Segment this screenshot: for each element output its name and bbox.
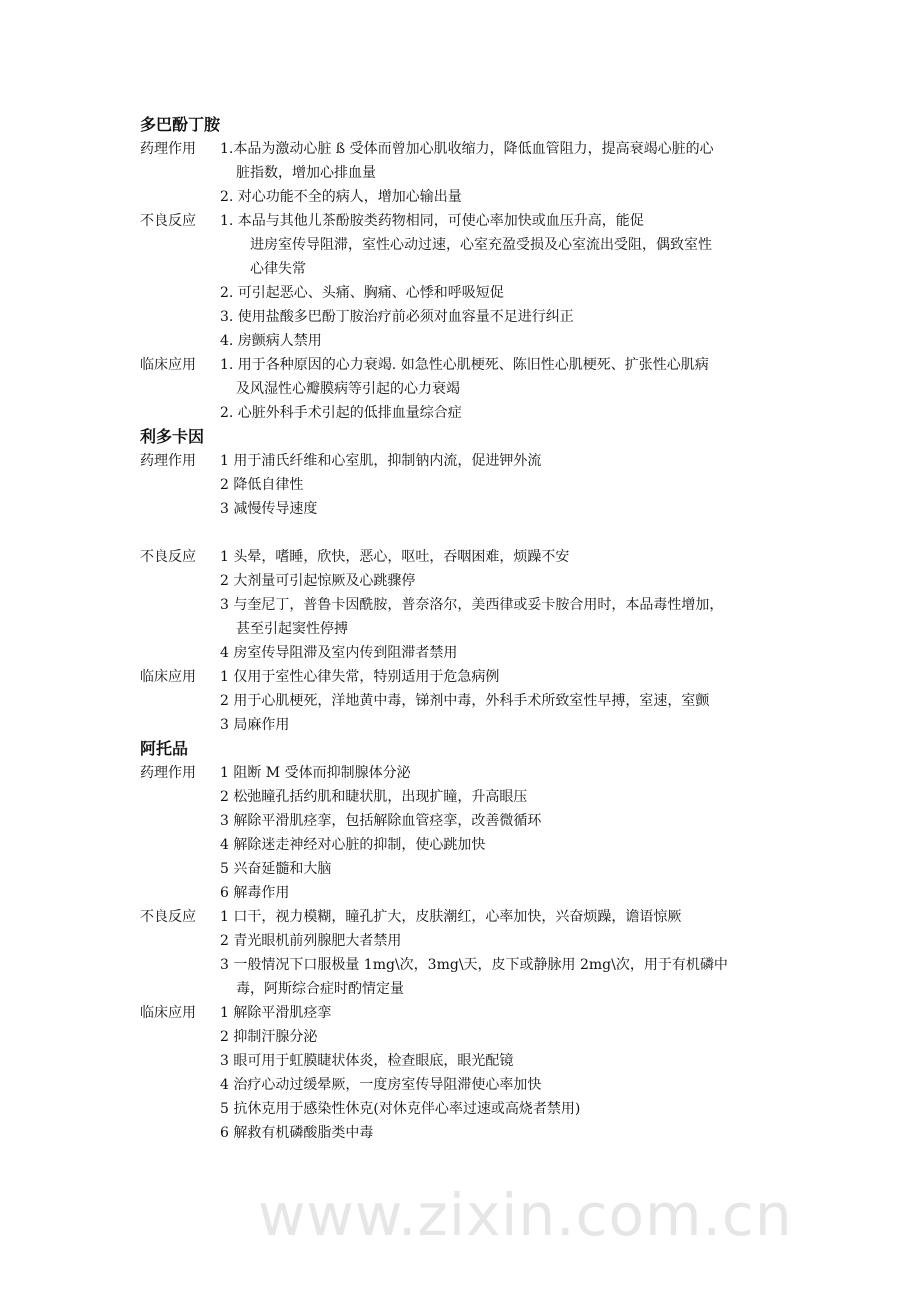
- item-text: 2. 对心功能不全的病人，增加心输出量: [220, 189, 462, 205]
- item-text: 2 降低自律性: [220, 477, 304, 493]
- list-item: [140, 857, 800, 881]
- category-label: 临床应用: [140, 357, 196, 373]
- category-label: 不良反应: [140, 909, 196, 925]
- category-label: 药理作用: [140, 141, 196, 157]
- list-item: [140, 881, 800, 905]
- item-text: 1.本品为激动心脏 ß 受体而曾加心肌收缩力，降低血管阻力，提高衰竭心脏的心: [220, 141, 714, 157]
- item-text: 3 减慢传导速度: [220, 501, 318, 517]
- category-label: 不良反应: [140, 549, 196, 565]
- list-item: [140, 713, 800, 737]
- list-item: [140, 593, 800, 617]
- list-item: [140, 905, 800, 929]
- item-text: 2. 可引起恶心、头痛、胸痛、心悸和呼吸短促: [220, 285, 504, 301]
- list-item: [140, 161, 800, 185]
- item-text: 3 一般情况下口服极量 1mg\次，3mg\天，皮下或静脉用 2mg\次，用于有机磷中: [220, 957, 728, 973]
- list-item: [140, 1073, 800, 1097]
- list-item: [140, 1121, 800, 1145]
- item-text: 1 阻断 M 受体而抑制腺体分泌: [220, 765, 411, 781]
- list-item: [140, 449, 800, 473]
- list-item: [140, 353, 800, 377]
- item-text: 心律失常: [250, 261, 306, 277]
- list-item: [140, 1049, 800, 1073]
- document-body: [140, 113, 800, 1145]
- list-item: [140, 545, 800, 569]
- item-text: 3. 使用盐酸多巴酚丁胺治疗前必须对血容量不足进行纠正: [220, 309, 574, 325]
- list-item: [140, 1097, 800, 1121]
- list-item: [140, 929, 800, 953]
- item-text: 2 抑制汗腺分泌: [220, 1029, 318, 1045]
- list-item: [140, 1001, 800, 1025]
- item-text: 4 房室传导阻滞及室内传到阻滞者禁用: [220, 645, 458, 661]
- item-text: 1 仅用于室性心律失常，特别适用于危急病例: [220, 669, 500, 685]
- list-item: [140, 257, 800, 281]
- item-text: 2 用于心肌梗死，洋地黄中毒，锑剂中毒，外科手术所致室性早搏，室速，室颤: [220, 693, 710, 709]
- list-item: [140, 665, 800, 689]
- item-text: 6 解救有机磷酸脂类中毒: [220, 1125, 374, 1141]
- drug-section: [140, 113, 800, 425]
- list-item: [140, 617, 800, 641]
- category-label: 不良反应: [140, 213, 196, 229]
- category-label: 药理作用: [140, 765, 196, 781]
- item-text: 3 与奎尼丁，普鲁卡因酰胺，普奈洛尔，美西律或妥卡胺合用时，本品毒性增加，: [220, 597, 724, 613]
- item-text: 4 解除迷走神经对心脏的抑制，使心跳加快: [220, 837, 486, 853]
- list-item: [140, 689, 800, 713]
- list-item: [140, 305, 800, 329]
- list-item: [140, 185, 800, 209]
- item-text: 4. 房颤病人禁用: [220, 333, 322, 349]
- item-text: 1. 本品与其他儿茶酚胺类药物相同，可使心率加快或血压升高，能促: [220, 213, 644, 229]
- watermark: www.zixin.com.cn: [258, 1181, 793, 1249]
- drug-title: 阿托品: [140, 739, 189, 758]
- list-item: [140, 233, 800, 257]
- list-item: [140, 809, 800, 833]
- list-item: [140, 497, 800, 521]
- item-text: 2 青光眼机前列腺肥大者禁用: [220, 933, 402, 949]
- category-label: 药理作用: [140, 453, 196, 469]
- category-label: 临床应用: [140, 1005, 196, 1021]
- item-text: 1 口干，视力模糊，瞳孔扩大，皮肤潮红，心率加快，兴奋烦躁，谵语惊厥: [220, 909, 682, 925]
- item-text: 脏指数，增加心排血量: [236, 165, 376, 181]
- item-text: 2 大剂量可引起惊厥及心跳骤停: [220, 573, 416, 589]
- item-text: 6 解毒作用: [220, 885, 290, 901]
- drug-section: [140, 425, 800, 737]
- item-text: 甚至引起窦性停搏: [236, 621, 348, 637]
- list-item: [140, 833, 800, 857]
- item-text: 3 眼可用于虹膜睫状体炎，检查眼底，眼光配镜: [220, 1053, 514, 1069]
- list-item: [140, 521, 800, 545]
- item-text: 3 局麻作用: [220, 717, 290, 733]
- item-text: 3 解除平滑肌痉挛，包括解除血管痉挛，改善微循环: [220, 813, 542, 829]
- list-item: [140, 209, 800, 233]
- list-item: [140, 953, 800, 977]
- item-text: 1 用于浦氏纤维和心室肌，抑制钠内流，促进钾外流: [220, 453, 542, 469]
- item-text: 1. 用于各种原因的心力衰竭. 如急性心肌梗死、陈旧性心肌梗死、扩张性心肌病: [220, 357, 709, 373]
- list-item: [140, 329, 800, 353]
- item-text: 进房室传导阻滞，室性心动过速，心室充盈受损及心室流出受阻，偶致室性: [250, 237, 712, 253]
- drug-title: 多巴酚丁胺: [140, 115, 221, 134]
- list-item: [140, 641, 800, 665]
- item-text: 1 头晕，嗜睡，欣快，恶心，呕吐，吞咽困难，烦躁不安: [220, 549, 570, 565]
- list-item: [140, 377, 800, 401]
- drug-title: 利多卡因: [140, 427, 205, 446]
- item-text: 毒，阿斯综合症时酌情定量: [236, 981, 404, 997]
- item-text: 5 兴奋延髓和大脑: [220, 861, 332, 877]
- list-item: [140, 761, 800, 785]
- list-item: [140, 569, 800, 593]
- list-item: [140, 137, 800, 161]
- item-text: 及风湿性心瓣膜病等引起的心力衰竭: [236, 381, 460, 397]
- list-item: [140, 281, 800, 305]
- item-text: 1 解除平滑肌痉挛: [220, 1005, 332, 1021]
- item-text: 4 治疗心动过缓晕厥，一度房室传导阻滞使心率加快: [220, 1077, 542, 1093]
- item-text: 5 抗休克用于感染性休克(对休克伴心率过速或高烧者禁用): [220, 1101, 581, 1117]
- category-label: 临床应用: [140, 669, 196, 685]
- list-item: [140, 401, 800, 425]
- list-item: [140, 473, 800, 497]
- list-item: [140, 785, 800, 809]
- list-item: [140, 977, 800, 1001]
- item-text: 2. 心脏外科手术引起的低排血量综合症: [220, 405, 462, 421]
- drug-section: [140, 737, 800, 1145]
- item-text: 2 松弛瞳孔括约肌和睫状肌，出现扩瞳，升高眼压: [220, 789, 528, 805]
- list-item: [140, 1025, 800, 1049]
